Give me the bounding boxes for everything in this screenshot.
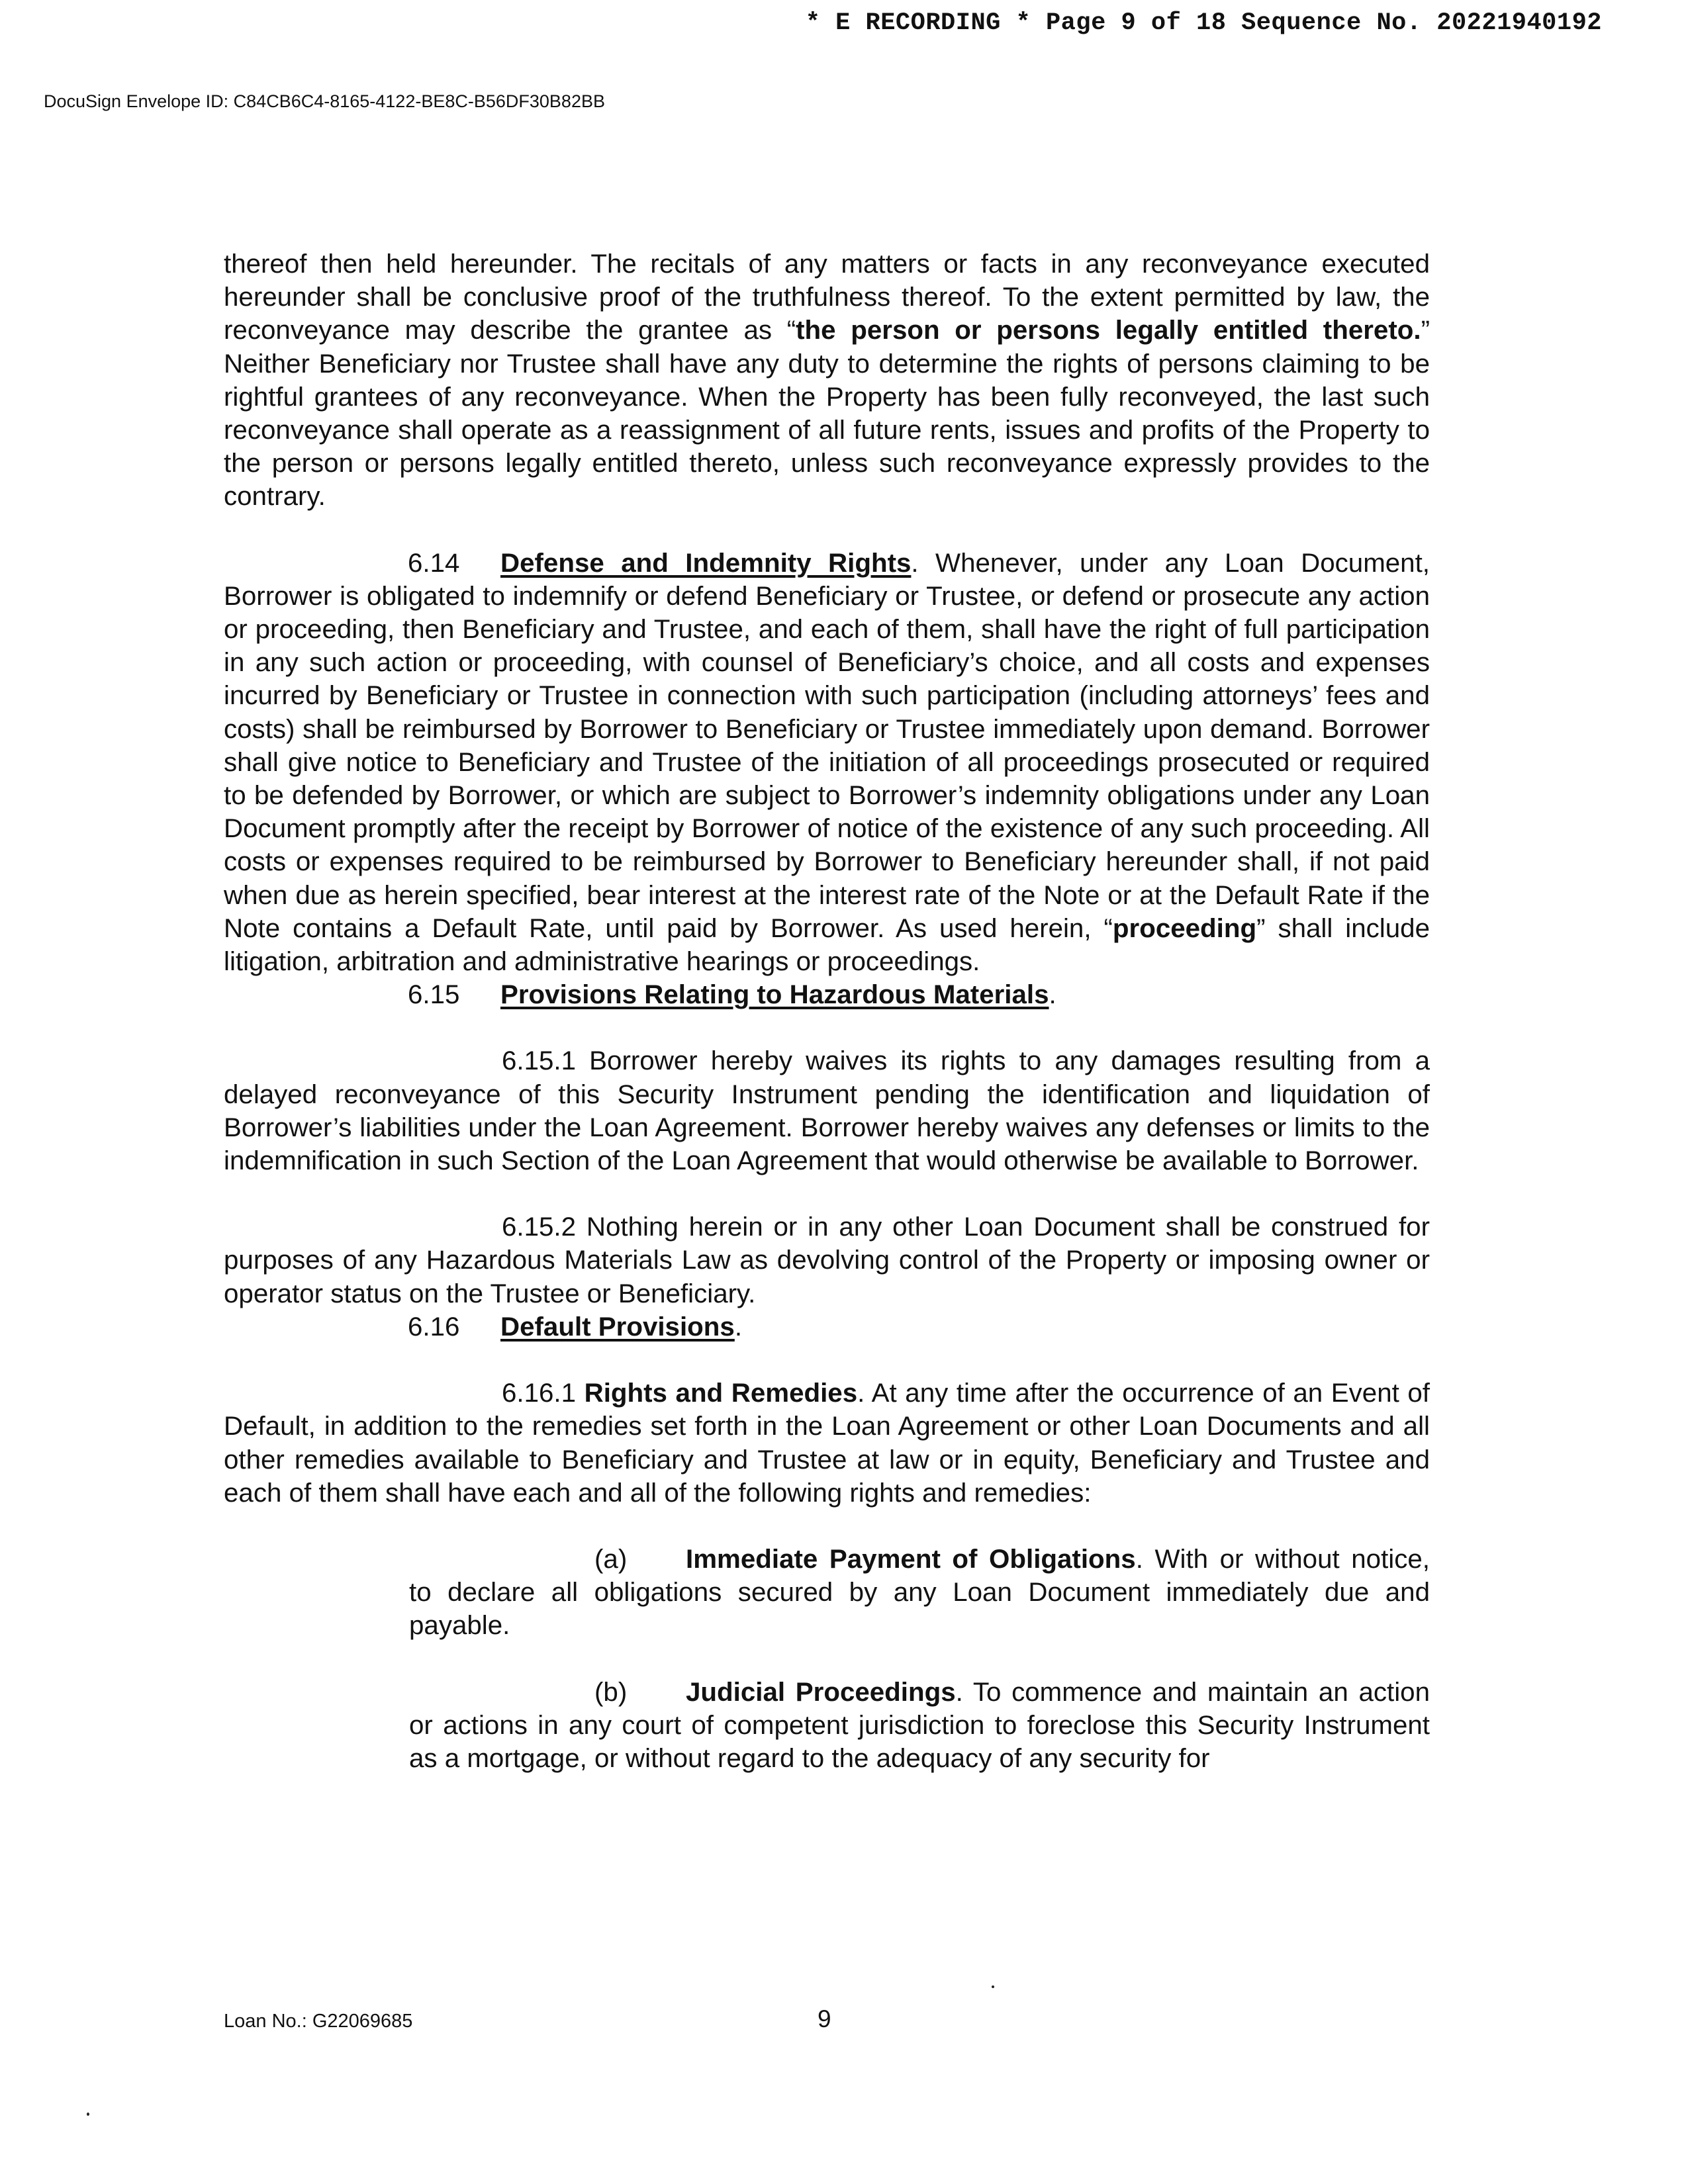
- remedy-title: Immediate Payment of Obligations: [686, 1543, 1136, 1574]
- page-number: 9: [818, 2005, 831, 2032]
- section-number: 6.16: [408, 1311, 460, 1342]
- loan-number: Loan No.: G22069685: [224, 2011, 413, 2032]
- section-title: Defense and Indemnity Rights: [500, 547, 912, 578]
- bold-term: proceeding: [1112, 913, 1257, 943]
- section-6-14: 6.14 Defense and Indemnity Rights. Whenever, under any Loan Document, Borrower is obligated to indemnify or defend Beneficiary or Trustee, or defend or prosecute any action or proceeding, then Beneficiary and Trustee, and each of them, shall have the right of full participation in any such action or proceeding, with counsel of Beneficiary’s choice, and all costs and expenses incurred by Beneficiary or Trustee in connection with such participation (including attorneys’ fees and costs) shall be reimbursed by Borrower to Beneficiary or Trustee immediately upon demand. Borrower shall give notice to Beneficiary and Trustee of the initiation of all proceedings prosecuted or required to be defended by Borrower, or which are subject to Borrower’s indemnity obligations under any Loan Document promptly after the receipt by Borrower of notice of the existence of any such proceeding. All costs or expenses required to be reimbursed by Borrower to Beneficiary hereunder shall, if not paid when due as herein specified, bear interest at the interest rate of the Note or at the Default Rate if the Note contains a Default Rate, until paid by Borrower. As used herein, “proceeding” shall include litigation, arbitration and administrative hearings or proceedings.: [224, 547, 1430, 977]
- section-6-15-heading: 6.15 Provisions Relating to Hazardous Materials.: [224, 978, 1430, 1011]
- remedy-title: Judicial Proceedings: [686, 1676, 956, 1707]
- remedy-label: (b): [594, 1676, 628, 1707]
- section-number: 6.15: [408, 979, 460, 1010]
- section-number: 6.14: [408, 547, 460, 578]
- document-body: [224, 248, 1430, 1775]
- bold-term: the person or persons legally entitled thereto.: [796, 315, 1421, 345]
- remedy-b: (b) Judicial Proceedings. To commence and maintain an action or actions in any court of competent jurisdiction to foreclose this Security Instrument as a mortgage, or without regard to the adequacy of any security for: [409, 1676, 1430, 1773]
- section-6-15-2: 6.15.2 Nothing herein or in any other Loan Document shall be construed for purposes of any Hazardous Materials Law as devolving control of the Property or imposing owner or operator status on the Trustee or Beneficiary.: [224, 1212, 1430, 1308]
- remedy-a: (a) Immediate Payment of Obligations. With or without notice, to declare all obligations secured by any Loan Document immediately due and payable.: [409, 1543, 1430, 1641]
- section-6-16-1: 6.16.1 Rights and Remedies. At any time after the occurrence of an Event of Default, in addition to the remedies set forth in the Loan Agreement or other Loan Documents and all other remedies available to Beneficiary and Trustee at law or in equity, Beneficiary and Trustee and each of them shall have each and all of the following rights and remedies:: [224, 1378, 1430, 1508]
- section-6-16-heading: 6.16 Default Provisions.: [224, 1310, 1430, 1343]
- section-title: Provisions Relating to Hazardous Materials: [500, 979, 1049, 1010]
- scan-speck: [87, 2113, 89, 2116]
- recording-stamp: * E RECORDING * Page 9 of 18 Sequence No. 20221940192: [805, 9, 1602, 37]
- remedy-label: (a): [594, 1543, 628, 1574]
- subsection-title: Rights and Remedies: [584, 1378, 858, 1408]
- docusign-envelope-id: DocuSign Envelope ID: C84CB6C4-8165-4122-BE8C-B56DF30B82BB: [44, 91, 605, 111]
- scan-speck: [992, 1985, 994, 1988]
- paragraph-reconveyance: thereof then held hereunder. The recitals of any matters or facts in any reconveyance executed hereunder shall be conclusive proof of the truthfulness thereof. To the extent permitted by law, the reconveyance may describe the grantee as “the person or persons legally entitled thereto.” Neither Beneficiary nor Trustee shall have any duty to determine the rights of persons claiming to be rightful grantees of any reconveyance. When the Property has been fully reconveyed, the last such reconveyance shall operate as a reassignment of all future rents, issues and profits of the Property to the person or persons legally entitled thereto, unless such reconveyance expressly provides to the contrary.: [224, 249, 1430, 512]
- section-title: Default Provisions: [500, 1311, 735, 1342]
- section-6-15-1: 6.15.1 Borrower hereby waives its rights to any damages resulting from a delayed reconveyance of this Security Instrument pending the identification and liquidation of Borrower’s liabilities under the Loan Agreement. Borrower hereby waives any defenses or limits to the indemnification in such Section of the Loan Agreement that would otherwise be available to Borrower.: [224, 1046, 1430, 1176]
